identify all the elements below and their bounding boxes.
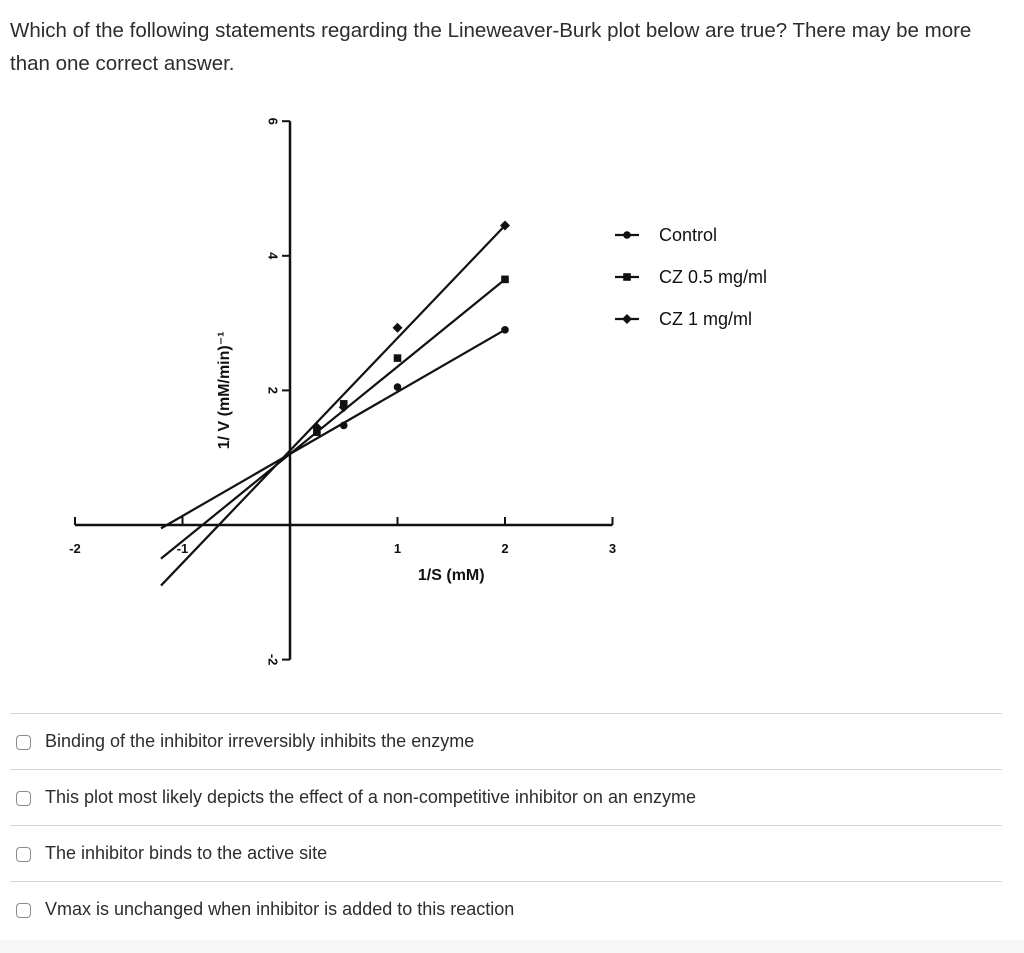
data-point <box>340 422 348 430</box>
y-tick-label: -2 <box>265 653 281 666</box>
data-point <box>394 354 402 362</box>
data-point <box>394 383 402 391</box>
legend-label: CZ 1 mg/ml <box>659 309 753 329</box>
answer-options <box>10 713 1002 937</box>
legend-marker <box>623 231 631 239</box>
x-axis-label: 1/S (mM) <box>417 567 485 584</box>
series-line-3 <box>161 226 505 586</box>
footer-band <box>0 940 1024 953</box>
answer-option-2[interactable] <box>10 769 1002 825</box>
y-axis-label: 1/ V (mM/min)⁻¹ <box>216 331 234 450</box>
y-tick-label: 6 <box>265 117 281 125</box>
data-point <box>501 326 509 334</box>
answer-option-1[interactable] <box>10 713 1002 769</box>
x-tick-label: -1 <box>176 541 189 556</box>
answer-option-label: Binding of the inhibitor irreversibly inhibits the enzyme <box>45 731 475 751</box>
series-line-2 <box>161 279 505 558</box>
answer-option-4[interactable] <box>10 881 1002 937</box>
x-tick-label: 1 <box>393 541 402 556</box>
legend-label: Control <box>659 225 718 245</box>
series-line-1 <box>161 330 505 529</box>
data-point <box>501 276 509 284</box>
legend-label: CZ 0.5 mg/ml <box>659 267 768 287</box>
data-point <box>393 323 403 333</box>
x-tick-label: -2 <box>69 541 81 556</box>
checkbox[interactable] <box>16 847 31 862</box>
answer-option-label: Vmax is unchanged when inhibitor is added to this reaction <box>45 899 515 919</box>
answer-option-label: The inhibitor binds to the active site <box>45 843 328 863</box>
answer-option-3[interactable] <box>10 825 1002 881</box>
checkbox[interactable] <box>16 735 31 750</box>
y-tick-label: 4 <box>265 252 281 260</box>
legend-marker <box>622 314 632 324</box>
x-tick-label: 2 <box>501 541 509 556</box>
y-tick-label: 2 <box>265 386 281 395</box>
lineweaver-burk-chart <box>0 100 1024 700</box>
question-text: Which of the following statements regarding the Lineweaver-Burk plot below are true? There may be more than one correct answer. <box>10 19 972 75</box>
checkbox[interactable] <box>16 791 31 806</box>
answer-option-label: This plot most likely depicts the effect of a non-competitive inhibitor on an enzyme <box>45 787 696 807</box>
legend-marker <box>623 273 631 281</box>
x-tick-label: 3 <box>608 541 617 556</box>
checkbox[interactable] <box>16 903 31 918</box>
